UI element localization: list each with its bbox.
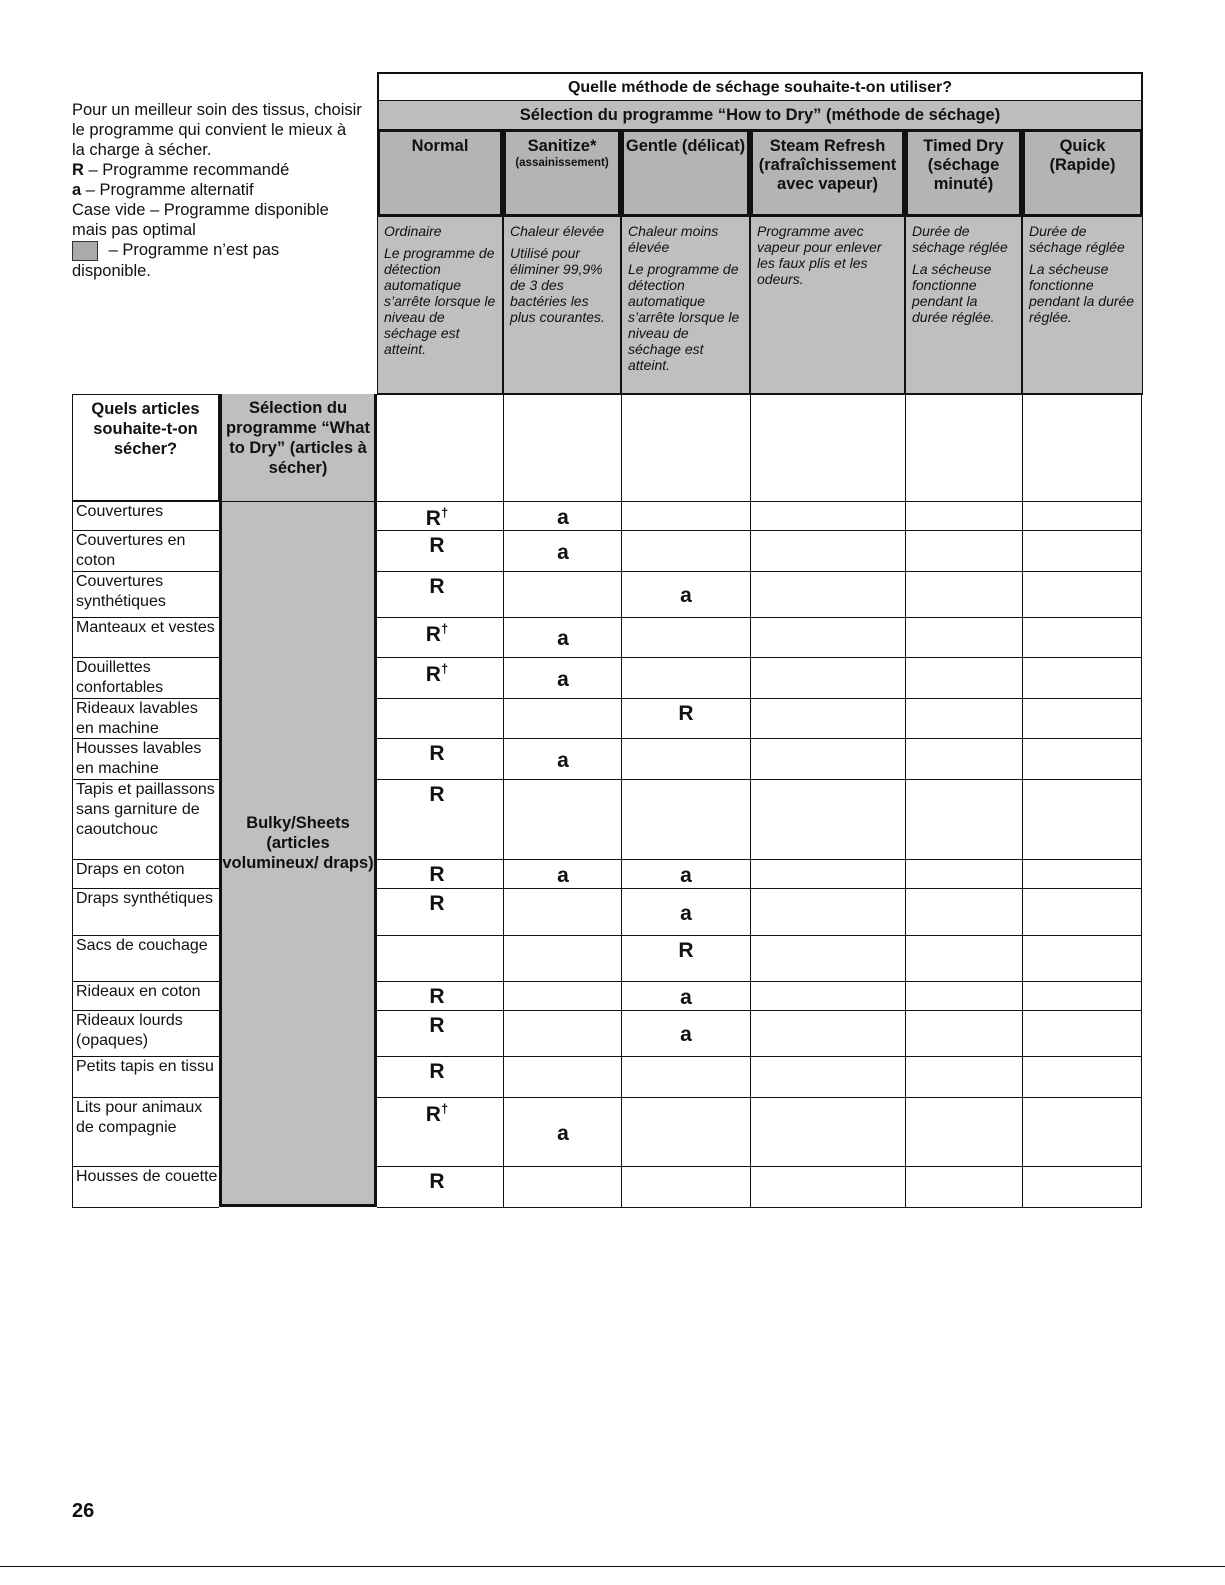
item-label: Couvertures synthétiques [72,571,219,618]
page-number: 26 [72,1500,95,1522]
item-label: Rideaux lavables en machine [72,698,219,739]
grid-line [377,698,1142,699]
grid-line [377,1010,1142,1011]
cycle-mark: R [429,575,445,598]
cycle-mark: R [429,863,445,886]
cycle-mark: R [429,783,445,806]
item-label: Douillettes confortables [72,657,219,699]
grid-line [377,779,1142,780]
cycle-mark: a [680,1023,692,1046]
cycle-mark: a [557,627,569,650]
item-label: Housses lavables en machine [72,738,219,780]
legend-intro: Pour un meilleur soin des tissus, choisir le programme qui convient le mieux à la charge à sécher. [72,101,362,159]
cycle-description-1: Chaleur élevée Utilisé pour éliminer 99,9% de 3 des bactéries les plus courantes. [503,217,621,394]
grid-line [377,738,1142,739]
item-label: Sacs de couchage [72,935,219,982]
item-label: Couvertures en coton [72,530,219,572]
cycle-name-4: Timed Dry (séchage minuté) [905,129,1022,217]
cycle-mark: R [429,1014,445,1037]
grid-line [377,657,1142,658]
cycle-mark: R [429,534,445,557]
cycle-mark: R† [425,661,449,686]
grid-line [377,1097,1142,1098]
cycle-mark: R [429,1170,445,1193]
cycle-name-5: Quick (Rapide) [1022,129,1143,217]
divider [0,1566,1225,1567]
cycle-mark: R [678,939,694,962]
cycle-mark: a [680,863,692,887]
grid-line [1141,394,1142,1207]
cycle-description-0: Ordinaire Le programme de détection automatique s’arrête lorsque le niveau de séchage est atteint. [377,217,503,394]
cycle-mark: R [429,985,445,1008]
cycle-mark: R [429,1060,445,1083]
cycle-description-5: Durée de séchage réglée La sécheuse fonctionne pendant la durée réglée. [1022,217,1143,394]
grid-line [1022,394,1023,1207]
cycle-name-2: Gentle (délicat) [621,129,750,217]
cycle-description-2: Chaleur moins élevée Le programme de détection automatique s’arrête lorsque le niveau de séchage est atteint. [621,217,750,394]
items-question: Quels articles souhaite-t-on sécher? [72,394,219,501]
cycle-mark: R† [425,505,449,530]
item-label: Housses de couette [72,1166,219,1208]
cycle-mark: R† [425,621,449,646]
cycle-description-4: Durée de séchage réglée La sécheuse fonctionne pendant la durée réglée. [905,217,1022,394]
legend [72,100,362,281]
grey-swatch-icon [72,241,98,261]
grid-line [377,393,1143,395]
item-label: Lits pour animaux de compagnie [72,1097,219,1167]
cycle-mark: a [557,748,569,772]
how-to-dry-selection: Sélection du programme “How to Dry” (méthode de séchage) [377,101,1143,129]
cycle-mark: a [680,985,692,1009]
grid-line [377,859,1142,860]
item-label: Draps synthétiques [72,888,219,936]
cycle-name-1: Sanitize* (assainissement) [503,129,621,217]
cycle-mark: R† [425,1101,449,1126]
what-to-dry-header: Sélection du programme “What to Dry” (articles à sécher) [219,394,377,501]
grid-line [621,394,622,1207]
grid-line [377,1207,1142,1208]
legend-recommended: R – Programme recommandé [72,161,290,179]
cycle-mark: R [678,702,694,725]
item-label: Rideaux en coton [72,981,219,1011]
grid-line [503,394,504,1207]
grid-line [377,935,1142,936]
cycle-mark: a [557,540,569,564]
cycle-mark: R [429,742,445,765]
cycle-mark: a [557,667,569,691]
cycle-mark: R [429,892,445,915]
item-label: Draps en coton [72,859,219,889]
cycle-description-3: Programme avec vapeur pour enlever les faux plis et les odeurs. [750,217,905,394]
cycle-mark: a [557,505,569,529]
cycle-name-0: Normal [377,129,503,217]
cycle-name-3: Steam Refresh (rafraîchissement avec vapeur) [750,129,905,217]
method-question: Quelle méthode de séchage souhaite-t-on utiliser? [377,72,1143,101]
legend-blank: Case vide – Programme disponible mais pas optimal [72,201,329,239]
item-label: Couvertures [72,501,219,531]
grid-line [905,394,906,1207]
item-label: Petits tapis en tissu [72,1056,219,1098]
grid-line [377,617,1142,618]
grid-line [377,1166,1142,1167]
grid-line [377,981,1142,982]
cycle-mark: a [680,584,692,607]
grid-line [750,394,751,1207]
grid-line [377,571,1142,572]
bulky-sheets-cell: Bulky/Sheets (articles volumineux/ draps) [219,501,377,1207]
item-label: Rideaux lourds (opaques) [72,1010,219,1057]
grid-line [377,501,1142,502]
cycle-mark: a [557,863,569,887]
item-label: Manteaux et vestes [72,617,219,658]
item-label: Tapis et paillassons sans garniture de caoutchouc [72,779,219,860]
grid-line [377,888,1142,889]
cycle-mark: a [557,1121,569,1145]
legend-alternative: a – Programme alternatif [72,181,254,199]
cycle-mark: a [680,901,692,925]
grid-line [377,1056,1142,1057]
grid-line [377,530,1142,531]
legend-unavailable: – Programme n’est pas disponible. [72,241,280,280]
